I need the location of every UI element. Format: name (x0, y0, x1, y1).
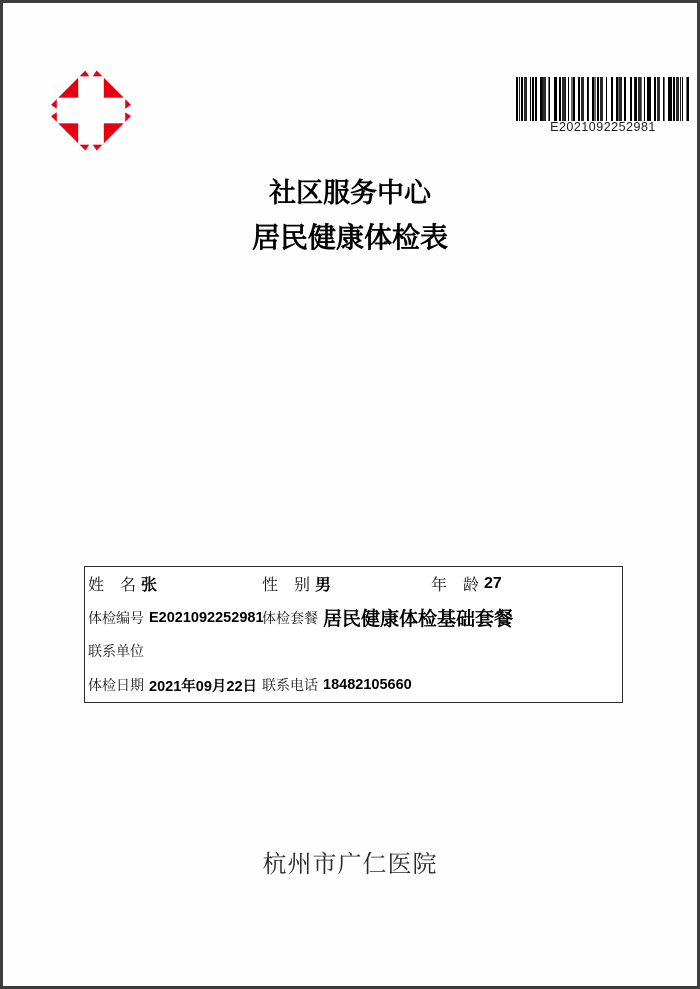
exam-number-value: E2021092252981 (149, 609, 264, 626)
contact-phone-value: 18482105660 (323, 677, 412, 694)
exam-number-field (88, 601, 264, 635)
contact-phone-field (262, 668, 412, 702)
contact-phone-label: 联系电话 (262, 677, 318, 694)
page-title-form: 居民健康体检表 (251, 222, 448, 253)
hospital-name: 杭州市广仁医院 (262, 852, 438, 878)
exam-date-field (88, 668, 257, 702)
exam-package-field (262, 601, 513, 635)
info-row-examno-package (85, 601, 622, 635)
gender-label: 性 别 (262, 577, 311, 595)
age-field (431, 567, 502, 601)
name-value: 张 (141, 577, 158, 595)
examinee-info-box (84, 566, 623, 703)
exam-number-label: 体检编号 (88, 609, 144, 626)
info-row-date-phone (85, 668, 622, 702)
gender-field (262, 567, 331, 601)
barcode-value: E2021092252981 (550, 120, 656, 134)
info-row-contact-unit (85, 635, 622, 669)
gender-value: 男 (315, 577, 332, 595)
exam-date-value: 2021年09月22日 (149, 678, 258, 695)
exam-package-value: 居民健康体检基础套餐 (323, 609, 514, 631)
red-cross-icon (41, 63, 141, 158)
barcode-icon (516, 77, 690, 121)
name-field (88, 567, 157, 601)
exam-date-label: 体检日期 (88, 677, 144, 694)
exam-package-label: 体检套餐 (262, 609, 318, 626)
contact-unit-field (88, 635, 149, 669)
age-value: 27 (484, 574, 502, 592)
red-cross-hospital-logo-icon (41, 63, 141, 158)
info-row-name-gender-age (85, 567, 622, 601)
page-title-org: 社区服务中心 (269, 178, 431, 208)
contact-unit-label: 联系单位 (88, 643, 144, 660)
name-label: 姓 名 (88, 577, 137, 595)
age-label: 年 龄 (431, 577, 480, 595)
